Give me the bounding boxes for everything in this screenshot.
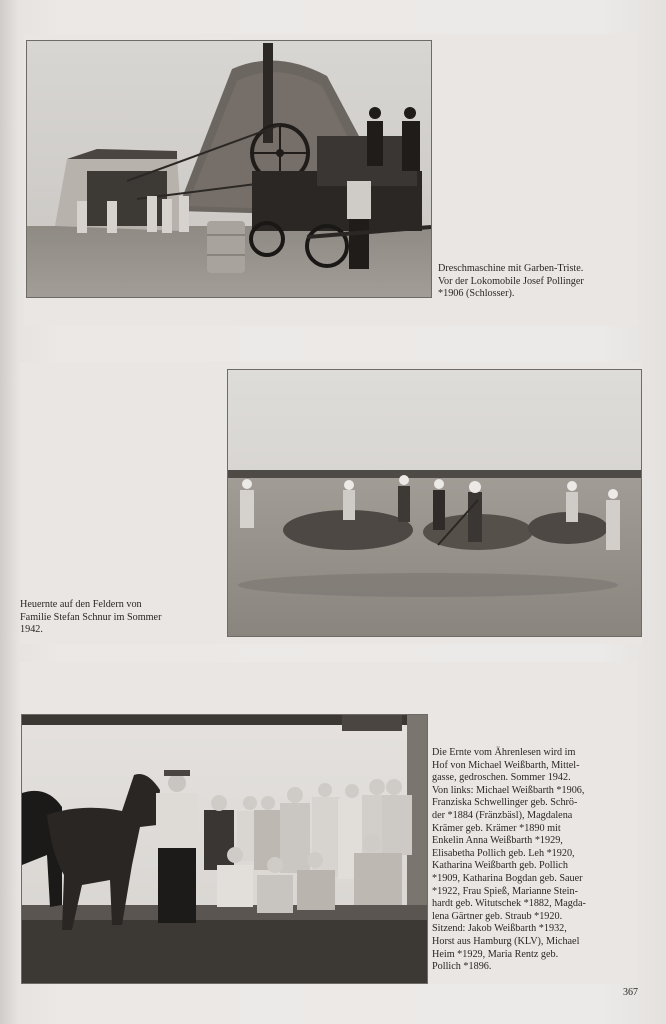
photo-threshing-machine [26,40,432,298]
page-number: 367 [623,987,638,998]
caption-courtyard-group: Die Ernte vom Ährenlesen wird im Hof von Michael Weißbarth, Mittel- gasse, gedroschen. Sommer 1942. Von links: Michael Weißbarth *1906, Franziska Schwellinger geb. Schrö- der *1884 (Fränzbäsl), Magdalena Krämer geb. Krämer *1890 mit Enkelin Anna Weißbarth *1929, Elisabetha Pollich geb. Leh *1920, Katharina Weißbarth geb. Pollich *1909, Katharina Bogdan geb. Sauer *1922, Frau Spieß, Marianne Stein- hardt geb. Witutschek *1882, Magda- lena Gärtner geb. Straub *1920. Sitzend: Jakob Weißbarth *1932, Horst aus Hamburg (KLV), Michael Heim *1929, Maria Rentz geb. Pollich *1896. [432,747,586,973]
caption-threshing-machine: Dreschmaschine mit Garben-Triste. Vor der Lokomobile Josef Pollinger *1906 (Schlosser). [438,263,584,300]
courtyard-group-image [22,715,427,983]
hay-harvest-image [228,370,641,636]
photo-courtyard-group [21,714,428,984]
photo-hay-harvest [227,369,642,637]
caption-hay-harvest: Heuernte auf den Feldern von Familie Stefan Schnur im Sommer 1942. [20,599,162,636]
threshing-machine-image [27,41,431,297]
